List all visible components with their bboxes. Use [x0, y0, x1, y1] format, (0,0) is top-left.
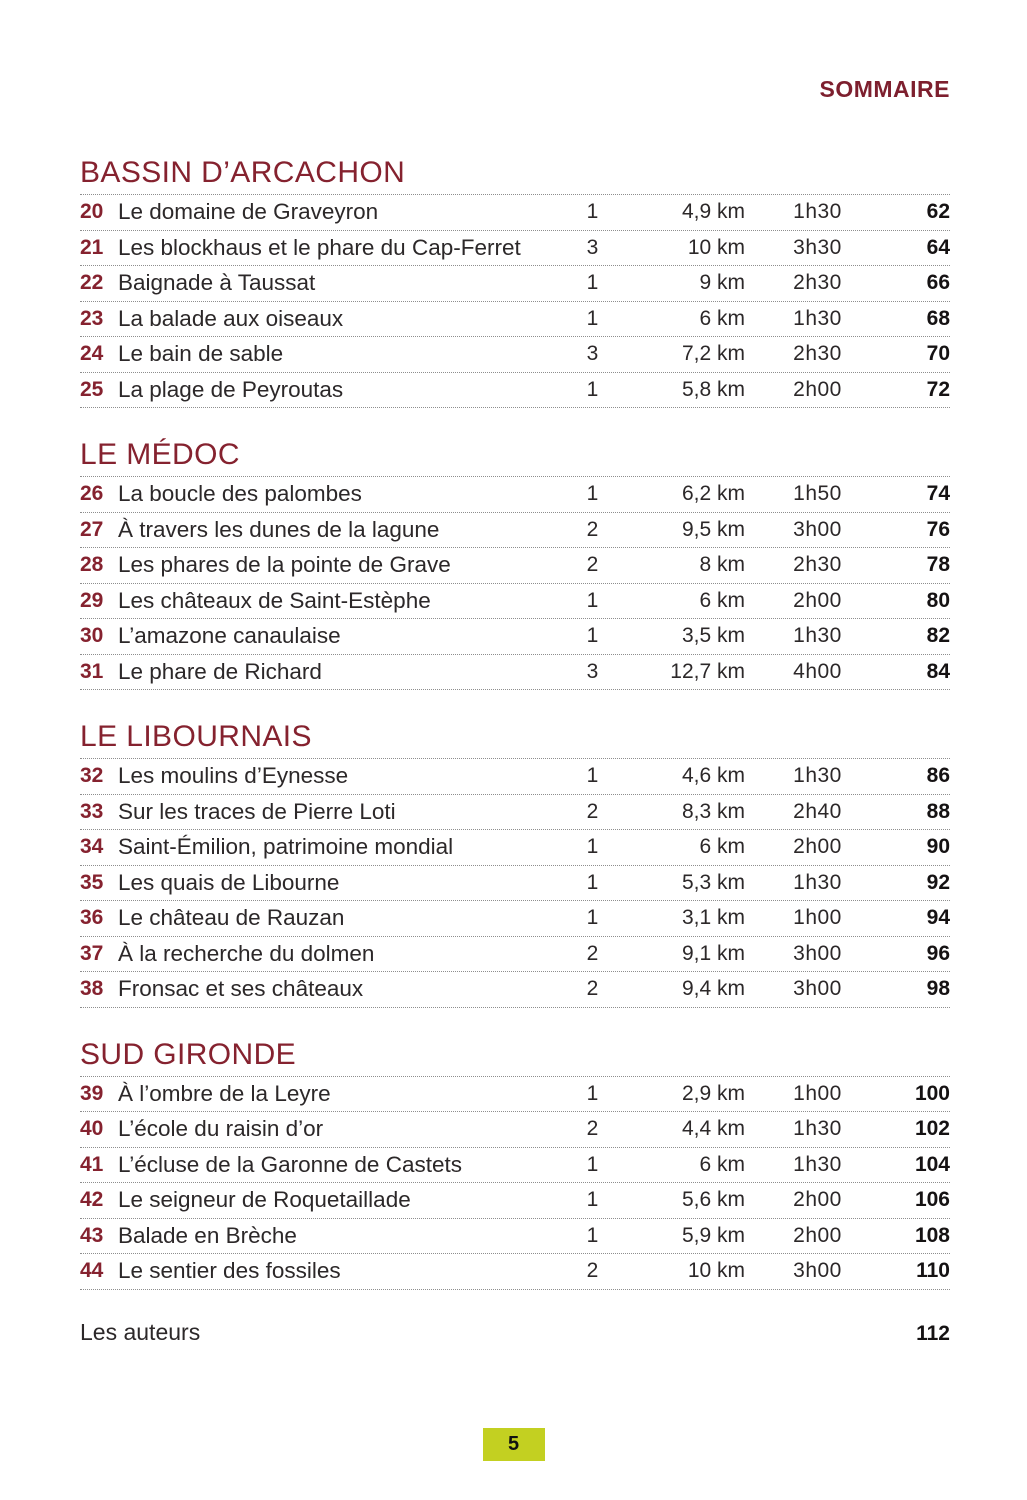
walk-title: Le bain de sable — [118, 341, 284, 367]
toc-row — [80, 759, 950, 795]
section-rows — [80, 759, 950, 1008]
walk-difficulty: 1 — [586, 200, 599, 224]
walk-distance: 2,9 km — [681, 1081, 745, 1105]
walk-distance: 5,3 km — [681, 870, 745, 894]
walk-page: 78 — [926, 553, 950, 577]
walk-title: Saint-Émilion, patrimoine mondial — [118, 834, 454, 860]
walk-difficulty: 1 — [586, 1223, 599, 1247]
walk-difficulty: 3 — [586, 659, 599, 683]
walk-duration: 2h00 — [793, 588, 842, 612]
walk-difficulty: 1 — [586, 1081, 599, 1105]
walk-title: Le château de Rauzan — [118, 905, 345, 931]
walk-title: Fronsac et ses châteaux — [118, 976, 364, 1002]
toc-row — [80, 830, 950, 866]
walk-title: Les quais de Libourne — [118, 869, 340, 895]
walk-duration: 1h00 — [793, 906, 842, 930]
walk-distance: 12,7 km — [670, 659, 745, 683]
walk-number: 21 — [80, 235, 104, 259]
walk-number: 24 — [80, 342, 104, 366]
walk-distance: 9,5 km — [681, 517, 745, 541]
walk-difficulty: 1 — [586, 377, 599, 401]
walk-page: 84 — [926, 659, 950, 683]
walk-title: À la recherche du dolmen — [118, 940, 375, 966]
walk-number: 44 — [80, 1259, 104, 1283]
walk-number: 25 — [80, 377, 104, 401]
section-title: SUD GIRONDE — [80, 1038, 950, 1077]
walk-difficulty: 1 — [586, 624, 599, 648]
walk-duration: 1h30 — [793, 870, 842, 894]
walk-number: 40 — [80, 1117, 104, 1141]
walk-difficulty: 2 — [586, 977, 599, 1001]
walk-title: L’école du raisin d’or — [118, 1116, 324, 1142]
toc-row — [80, 619, 950, 655]
walk-page: 72 — [926, 377, 950, 401]
walk-title: La balade aux oiseaux — [118, 305, 344, 331]
walk-duration: 2h00 — [793, 1223, 842, 1247]
toc-row — [80, 302, 950, 338]
walk-number: 36 — [80, 906, 104, 930]
walk-title: Le sentier des fossiles — [118, 1258, 341, 1284]
walk-difficulty: 1 — [586, 764, 599, 788]
walk-difficulty: 2 — [586, 941, 599, 965]
walk-page: 68 — [926, 306, 950, 330]
walk-page: 86 — [926, 764, 950, 788]
walk-duration: 1h30 — [793, 306, 842, 330]
walk-duration: 1h50 — [793, 482, 842, 506]
walk-title: Le domaine de Graveyron — [118, 199, 379, 225]
section-title: BASSIN D’ARCACHON — [80, 156, 950, 195]
walk-title: La boucle des palombes — [118, 481, 362, 507]
section-title: LE MÉDOC — [80, 438, 950, 477]
section-rows — [80, 477, 950, 690]
page-title: SOMMAIRE — [819, 76, 950, 102]
walk-number: 28 — [80, 553, 104, 577]
toc-row — [80, 795, 950, 831]
walk-title: Les blockhaus et le phare du Cap-Ferret — [118, 234, 521, 260]
walk-difficulty: 1 — [586, 306, 599, 330]
walk-number: 22 — [80, 271, 104, 295]
walk-number: 32 — [80, 764, 104, 788]
walk-distance: 3,1 km — [681, 906, 745, 930]
walk-number: 39 — [80, 1081, 104, 1105]
walk-duration: 2h30 — [793, 271, 842, 295]
walk-duration: 1h30 — [793, 624, 842, 648]
walk-number: 31 — [80, 659, 104, 683]
page-number: 5 — [507, 1433, 520, 1455]
walk-difficulty: 2 — [586, 553, 599, 577]
toc-row — [80, 972, 950, 1008]
walk-duration: 3h00 — [793, 977, 842, 1001]
authors-page-number: 112 — [916, 1321, 950, 1345]
section-rows — [80, 195, 950, 408]
walk-number: 23 — [80, 306, 104, 330]
walk-duration: 1h00 — [793, 1081, 842, 1105]
toc-row — [80, 266, 950, 302]
walk-number: 43 — [80, 1223, 104, 1247]
toc-row — [80, 866, 950, 902]
walk-distance: 5,9 km — [681, 1223, 745, 1247]
walk-difficulty: 2 — [586, 1259, 599, 1283]
walk-difficulty: 1 — [586, 588, 599, 612]
walk-page: 110 — [916, 1259, 950, 1283]
walk-number: 35 — [80, 870, 104, 894]
walk-number: 41 — [80, 1152, 104, 1176]
section-rows — [80, 1077, 950, 1290]
walk-page: 98 — [926, 977, 950, 1001]
walk-distance: 8 km — [699, 553, 745, 577]
walk-number: 33 — [80, 799, 104, 823]
walk-page: 104 — [914, 1152, 950, 1176]
walk-difficulty: 2 — [586, 517, 599, 541]
walk-distance: 6 km — [699, 835, 745, 859]
walk-duration: 1h30 — [793, 1117, 842, 1141]
walk-distance: 9 km — [699, 271, 745, 295]
walk-title: L’écluse de la Garonne de Castets — [118, 1151, 462, 1177]
walk-distance: 4,4 km — [681, 1117, 745, 1141]
walk-number: 37 — [80, 941, 104, 965]
walk-title: Les moulins d’Eynesse — [118, 763, 349, 789]
toc-section — [80, 156, 950, 408]
walk-title: À travers les dunes de la lagune — [118, 516, 440, 542]
walk-title: Le phare de Richard — [118, 658, 322, 684]
toc-row — [80, 1077, 950, 1113]
walk-duration: 2h30 — [793, 342, 842, 366]
walk-distance: 5,6 km — [681, 1188, 745, 1212]
toc-row — [80, 337, 950, 373]
walk-page: 108 — [914, 1223, 950, 1247]
walk-difficulty: 1 — [586, 870, 599, 894]
walk-distance: 3,5 km — [681, 624, 745, 648]
walk-title: Balade en Brèche — [118, 1222, 297, 1248]
walk-distance: 6 km — [699, 306, 745, 330]
walk-number: 34 — [80, 835, 104, 859]
section-title: LE LIBOURNAIS — [80, 720, 950, 759]
walk-page: 82 — [926, 624, 950, 648]
walk-distance: 6 km — [699, 1152, 745, 1176]
walk-duration: 3h30 — [793, 235, 842, 259]
toc-row — [80, 937, 950, 973]
walk-distance: 10 km — [687, 235, 745, 259]
walk-page: 102 — [914, 1117, 950, 1141]
walk-difficulty: 1 — [586, 1152, 599, 1176]
toc-row — [80, 1112, 950, 1148]
toc-row — [80, 655, 950, 691]
walk-title: La plage de Peyroutas — [118, 376, 344, 402]
walk-number: 29 — [80, 588, 104, 612]
walk-number: 20 — [80, 200, 104, 224]
walk-page: 92 — [926, 870, 950, 894]
walk-distance: 7,2 km — [681, 342, 745, 366]
walk-page: 106 — [914, 1188, 950, 1212]
walk-duration: 2h40 — [793, 799, 842, 823]
authors-row — [80, 1319, 950, 1346]
toc-section — [80, 1038, 950, 1290]
walk-distance: 6,2 km — [681, 482, 745, 506]
walk-duration: 1h30 — [793, 764, 842, 788]
walk-number: 38 — [80, 977, 104, 1001]
toc-row — [80, 584, 950, 620]
walk-distance: 4,9 km — [681, 200, 745, 224]
walk-duration: 2h30 — [793, 553, 842, 577]
walk-duration: 2h00 — [793, 377, 842, 401]
toc-row — [80, 1254, 950, 1290]
content-area — [80, 0, 950, 1346]
walk-distance: 6 km — [699, 588, 745, 612]
walk-title: Sur les traces de Pierre Loti — [118, 798, 396, 824]
walk-title: L’amazone canaulaise — [118, 623, 341, 649]
walk-difficulty: 2 — [586, 799, 599, 823]
walk-title: Baignade à Taussat — [118, 270, 316, 296]
walk-duration: 3h00 — [793, 517, 842, 541]
walk-distance: 10 km — [687, 1259, 745, 1283]
walk-difficulty: 1 — [586, 906, 599, 930]
walk-page: 66 — [926, 271, 950, 295]
walk-duration: 2h00 — [793, 1188, 842, 1212]
walk-duration: 2h00 — [793, 835, 842, 859]
toc-row — [80, 195, 950, 231]
walk-distance: 9,1 km — [681, 941, 745, 965]
walk-page: 90 — [926, 835, 950, 859]
walk-duration: 3h00 — [793, 1259, 842, 1283]
walk-number: 42 — [80, 1188, 104, 1212]
walk-page: 96 — [926, 941, 950, 965]
authors-label: Les auteurs — [80, 1318, 201, 1345]
walk-difficulty: 1 — [586, 482, 599, 506]
walk-page: 94 — [926, 906, 950, 930]
walk-page: 74 — [926, 482, 950, 506]
walk-page: 70 — [926, 342, 950, 366]
walk-page: 80 — [926, 588, 950, 612]
walk-difficulty: 1 — [586, 835, 599, 859]
walk-page: 76 — [926, 517, 950, 541]
walk-number: 30 — [80, 624, 104, 648]
walk-page: 88 — [926, 799, 950, 823]
toc-row — [80, 231, 950, 267]
toc-row — [80, 373, 950, 409]
walk-page: 64 — [926, 235, 950, 259]
walk-difficulty: 1 — [586, 271, 599, 295]
walk-title: Les châteaux de Saint-Estèphe — [118, 587, 431, 613]
toc-row — [80, 1219, 950, 1255]
toc-section — [80, 438, 950, 690]
walk-difficulty: 3 — [586, 235, 599, 259]
toc-row — [80, 1183, 950, 1219]
walk-distance: 8,3 km — [681, 799, 745, 823]
walk-title: Le seigneur de Roquetaillade — [118, 1187, 411, 1213]
toc-row — [80, 548, 950, 584]
toc-section — [80, 720, 950, 1008]
walk-number: 26 — [80, 482, 104, 506]
walk-distance: 9,4 km — [681, 977, 745, 1001]
table-of-contents — [80, 0, 950, 1290]
walk-duration: 1h30 — [793, 200, 842, 224]
walk-distance: 4,6 km — [681, 764, 745, 788]
walk-number: 27 — [80, 517, 104, 541]
walk-duration: 3h00 — [793, 941, 842, 965]
walk-duration: 1h30 — [793, 1152, 842, 1176]
walk-page: 100 — [914, 1081, 950, 1105]
walk-difficulty: 1 — [586, 1188, 599, 1212]
toc-row — [80, 901, 950, 937]
walk-difficulty: 3 — [586, 342, 599, 366]
walk-duration: 4h00 — [793, 659, 842, 683]
walk-title: Les phares de la pointe de Grave — [118, 552, 451, 578]
page-number-tab — [483, 1428, 545, 1461]
walk-page: 62 — [926, 200, 950, 224]
walk-distance: 5,8 km — [681, 377, 745, 401]
toc-row — [80, 477, 950, 513]
walk-difficulty: 2 — [586, 1117, 599, 1141]
walk-title: À l’ombre de la Leyre — [118, 1080, 331, 1106]
toc-row — [80, 513, 950, 549]
toc-row — [80, 1148, 950, 1184]
